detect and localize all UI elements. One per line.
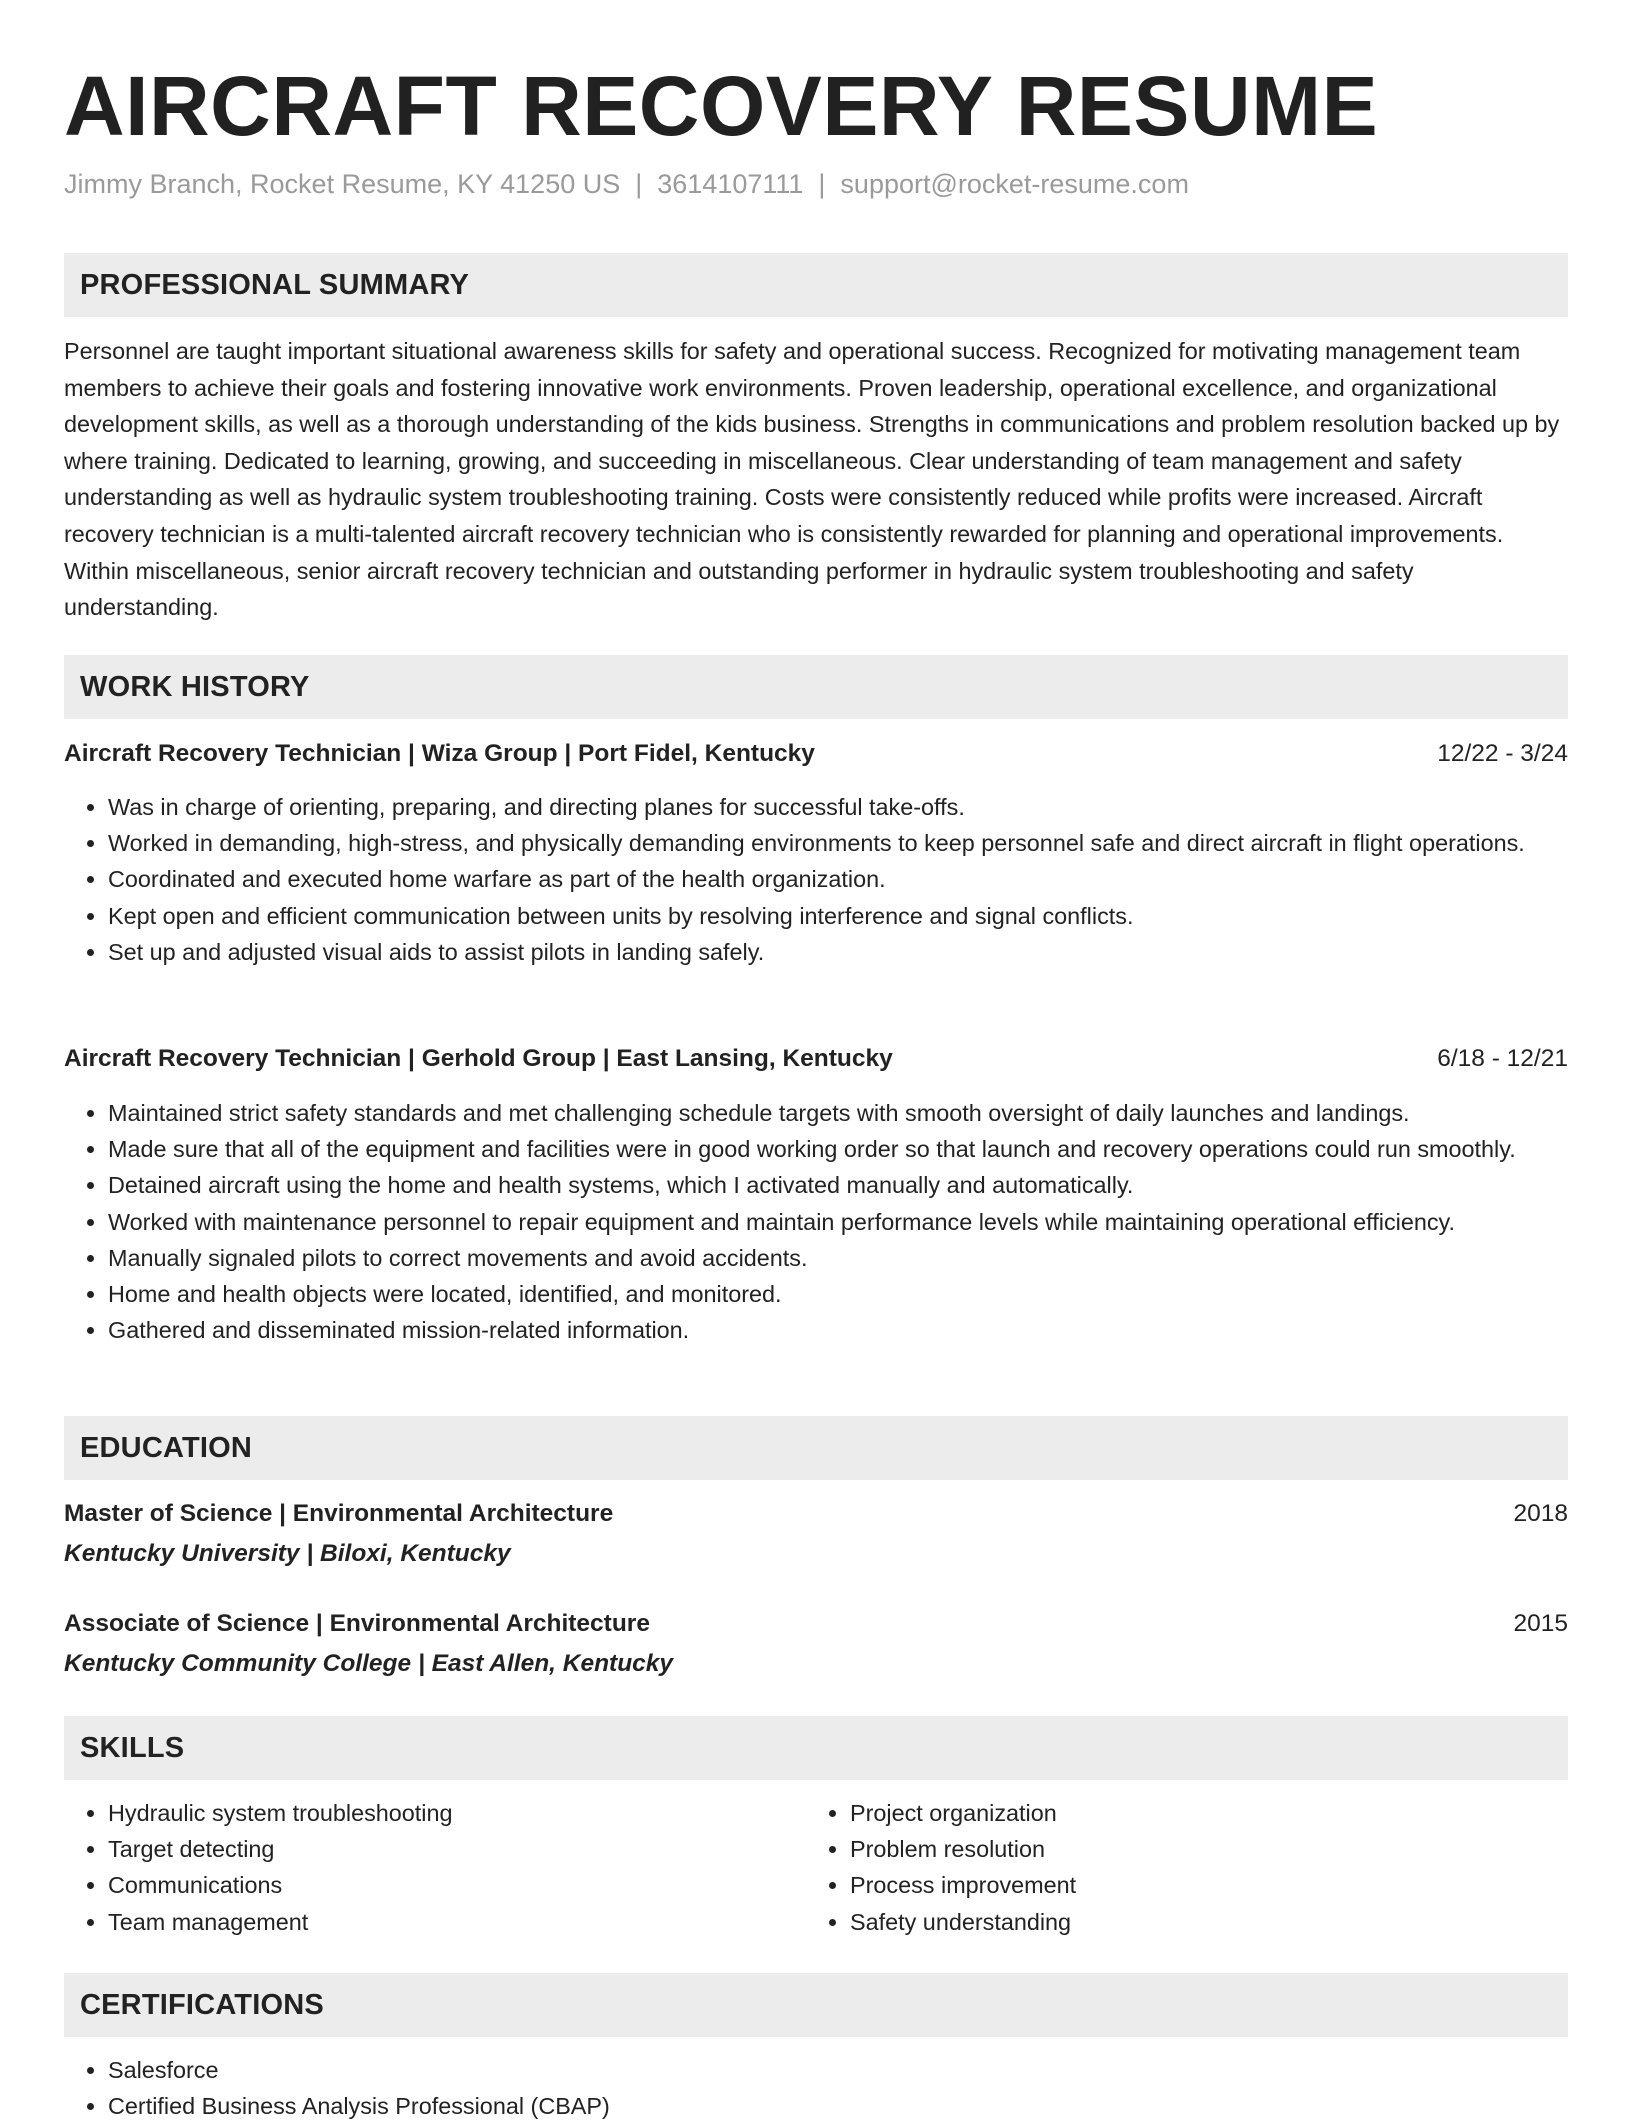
section-heading: PROFESSIONAL SUMMARY [80, 269, 470, 301]
education-school: Kentucky Community College | East Allen, Kentucky [64, 1650, 674, 1677]
section-header-summary [64, 253, 1568, 317]
list-item: • Process improvement [850, 1867, 1500, 1903]
list-item: • Certified Business Analysis Professional (CBAP) [108, 2088, 1568, 2124]
list-item: • Manually signaled pilots to correct movements and avoid accidents. [108, 1240, 1568, 1276]
education-school: Kentucky University | Biloxi, Kentucky [64, 1540, 511, 1567]
job-header [64, 1041, 1568, 1077]
job-bullet-list [64, 1095, 1568, 1348]
contact-address: Jimmy Branch, Rocket Resume, KY 41250 US [64, 169, 621, 199]
contact-email[interactable]: support@rocket-resume.com [840, 169, 1189, 199]
job-title: Aircraft Recovery Technician | Wiza Group | Port Fidel, Kentucky [64, 740, 815, 767]
list-item: • Problem resolution [850, 1831, 1500, 1867]
job-bullet-list [64, 789, 1568, 970]
section-header-work-history [64, 655, 1568, 719]
summary-text: Personnel are taught important situational awareness skills for safety and operational success. Recognized for motivating management team members to achieve their goals and fostering innovative work environments. Proven leadership, operational excellence, and organizational development skills, as well as a thorough understanding of the kids business. Strengths in communications and problem resolution backed up by where training. Dedicated to learning, growing, and succeeding in miscellaneous. Clear understanding of team management and safety understanding as well as hydraulic system troubleshooting training. Costs were consistently reduced while profits were increased. Aircraft recovery technician is a multi-talented aircraft recovery technician who is consistently rewarded for planning and operational improvements. Within miscellaneous, senior aircraft recovery technician and outstanding performer in hydraulic system troubleshooting and safety understanding. [64, 338, 1560, 621]
job-header [64, 736, 1568, 772]
list-item: • Target detecting [108, 1831, 758, 1867]
job-title: Aircraft Recovery Technician | Gerhold Group | East Lansing, Kentucky [64, 1045, 893, 1072]
contact-separator: | [818, 169, 826, 199]
education-degree: Master of Science | Environmental Architecture [64, 1500, 614, 1527]
list-item: • Team management [108, 1904, 758, 1940]
list-item: • Communications [108, 1867, 758, 1903]
list-item: • Worked with maintenance personnel to repair equipment and maintain performance levels while maintaining operational efficiency. [108, 1204, 1568, 1240]
education-year: 2018 [1513, 1500, 1568, 1527]
section-heading: SKILLS [80, 1732, 185, 1764]
list-item: • Made sure that all of the equipment and facilities were in good working order so that launch and recovery operations could run smoothly. [108, 1131, 1568, 1167]
list-item: • Salesforce [108, 2052, 1568, 2088]
contact-phone: 3614107111 [657, 169, 804, 199]
list-item: • Kept open and efficient communication between units by resolving interference and signal conflicts. [108, 898, 1568, 934]
list-item: • Maintained strict safety standards and met challenging schedule targets with smooth oversight of daily launches and landings. [108, 1095, 1568, 1131]
section-heading: WORK HISTORY [80, 671, 310, 703]
job-dates: 6/18 - 12/21 [1437, 1045, 1568, 1072]
education-year: 2015 [1513, 1610, 1568, 1637]
job-dates: 12/22 - 3/24 [1437, 740, 1568, 767]
list-item: • Worked in demanding, high-stress, and physically demanding environments to keep personnel safe and direct aircraft in flight operations. [108, 825, 1568, 861]
list-item: • Gathered and disseminated mission-related information. [108, 1312, 1568, 1348]
certifications-list [64, 2052, 1568, 2124]
section-heading: EDUCATION [80, 1432, 253, 1464]
section-header-skills [64, 1716, 1568, 1780]
skills-list-left [64, 1795, 758, 1940]
list-item: • Was in charge of orienting, preparing, and directing planes for successful take-offs. [108, 789, 1568, 825]
section-heading: CERTIFICATIONS [80, 1989, 324, 2021]
list-item: • Safety understanding [850, 1904, 1500, 1940]
education-entry-header [64, 1496, 1568, 1532]
contact-separator: | [635, 169, 643, 199]
section-header-certifications [64, 1973, 1568, 2037]
section-header-education [64, 1416, 1568, 1480]
resume-title: AIRCRAFT RECOVERY RESUME [64, 59, 1379, 153]
list-item: • Project organization [850, 1795, 1500, 1831]
list-item: • Hydraulic system troubleshooting [108, 1795, 758, 1831]
list-item: • Detained aircraft using the home and health systems, which I activated manually and automatically. [108, 1167, 1568, 1203]
education-entry-header [64, 1606, 1568, 1642]
list-item: • Coordinated and executed home warfare as part of the health organization. [108, 861, 1568, 897]
list-item: • Set up and adjusted visual aids to assist pilots in landing safely. [108, 934, 1568, 970]
list-item: • Home and health objects were located, identified, and monitored. [108, 1276, 1568, 1312]
skills-list-right [806, 1795, 1500, 1940]
contact-line [64, 166, 1189, 202]
education-degree: Associate of Science | Environmental Architecture [64, 1610, 650, 1637]
